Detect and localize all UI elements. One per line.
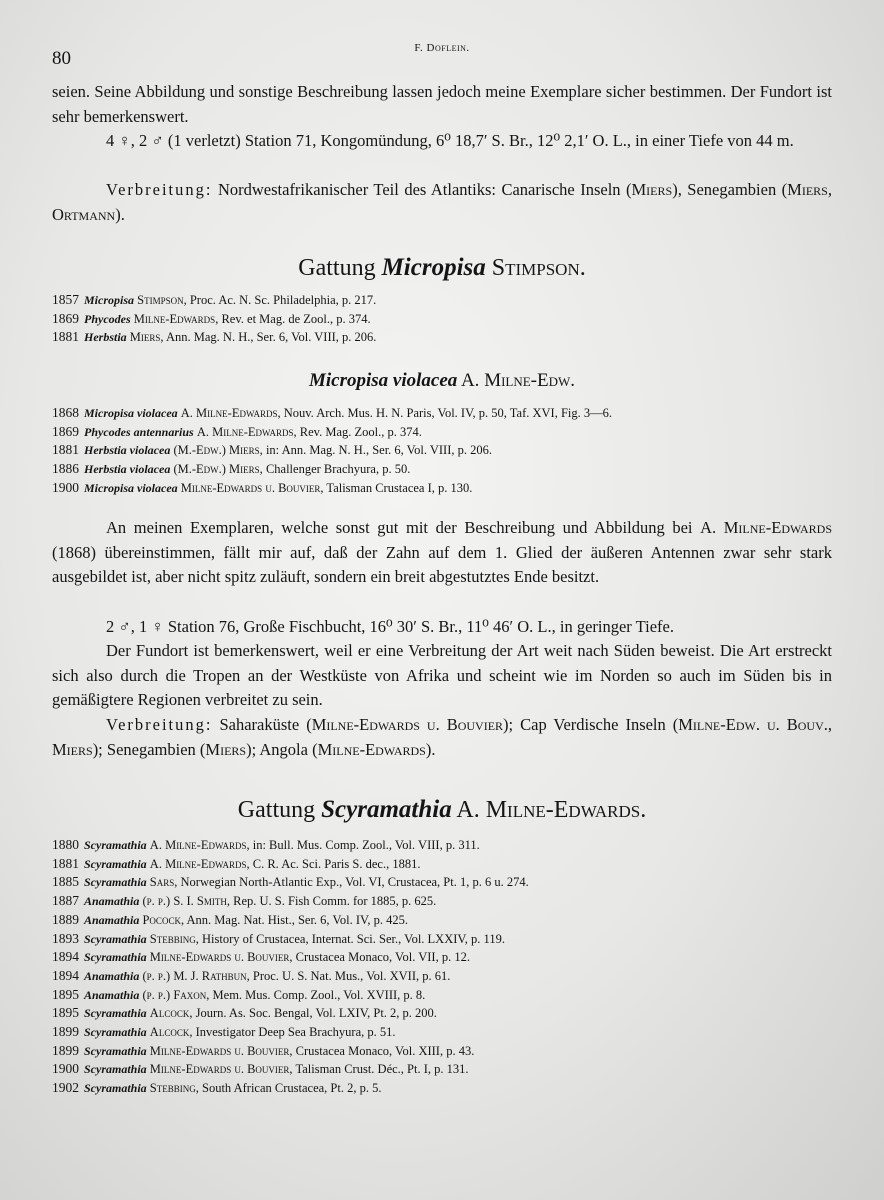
bib-taxon: Anamathia [84,987,140,1002]
bib-taxon: Scyramathia [84,1062,147,1077]
bib-year: 1900 [52,1061,79,1077]
distribution-text: ), Senegambien ( [672,180,788,199]
bib-year: 1886 [52,461,79,477]
bib-author: (p. p.) Faxon, [142,987,210,1002]
distribution-paragraph-2 [52,713,832,762]
species-heading-micropisa-violacea [0,370,884,392]
bib-year: 1869 [52,310,79,326]
bib-reference: Crustacea Monaco, Vol. XIII, p. 43. [292,1043,475,1058]
genus-author: Milne-Edwards. [485,797,647,823]
bib-author: Milne-Edwards u. Bouvier, [149,950,293,965]
bib-reference: Nouv. Arch. Mus. H. N. Paris, Vol. IV, p. 50, Taf. XVI, Fig. 3—6. [280,406,613,420]
bib-year: 1894 [52,949,79,965]
bib-year: 1869 [52,423,79,439]
distribution-author: Miers [205,739,247,759]
bib-reference: Investigator Deep Sea Brachyura, p. 51. [192,1025,396,1040]
bib-year: 1895 [52,1005,79,1021]
bib-author: Alcock, [149,1025,193,1040]
bib-author: Alcock, [149,1006,193,1021]
bib-author: Milne-Edwards, [133,311,219,326]
body-text: Der Fundort ist bemerkenswert, weil er eine Verbreitung der Art weit nach Süden beweist. Die Art erstreckt sich also durch die Tropen an der Westküste von Afrika und scheint wie im Norden so auch im Süden bis in gemäßigtere Regionen verbreitet zu sein. [52,641,832,709]
bib-author: Milne-Edwards u. Bouvier, [149,1043,293,1058]
station-record-76 [52,615,832,640]
bib-author: (M.-Edw.) Miers, [173,443,263,458]
bib-entry [52,479,852,498]
bib-entry [52,328,852,347]
bib-author: A. Milne-Edwards, [149,856,250,871]
bib-year: 1887 [52,893,79,909]
distribution-text: Nordwestafrikanischer Teil des Atlantiks: Canarische Inseln ( [212,180,632,199]
bib-reference: in: Ann. Mag. N. H., Ser. 6, Vol. VIII, p. 206. [262,443,492,458]
bib-reference: Proc. Ac. N. Sc. Philadelphia, p. 217. [186,293,377,307]
body-paragraph-fundort [52,639,832,713]
bib-reference: Norwegian North-Atlantic Exp., Vol. VI, Crustacea, Pt. 1, p. 6 u. 274. [177,875,529,890]
distribution-text: ); Senegambien ( [92,739,206,759]
bib-taxon: Scyramathia [84,838,147,852]
bib-year: 1881 [52,329,79,345]
station-record-71 [52,129,832,154]
genus-micropisa-synonymy [52,291,852,347]
species-synonymy [52,404,852,498]
bib-reference: Talisman Crust. Déc., Pt. I, p. 131. [292,1062,469,1077]
bib-author: (M.-Edw.) Miers, [173,462,263,477]
bib-entry [52,855,852,874]
distribution-text: ). [425,739,436,759]
bib-author: Milne-Edwards u. Bouvier, [180,480,324,495]
bib-reference: Rev. Mag. Zool., p. 374. [296,424,422,439]
bib-author: (p. p.) S. I. Smith, [142,894,231,909]
distribution-text: Saharaküste ( [212,715,312,734]
bib-reference: in: Bull. Mus. Comp. Zool., Vol. VIII, p. 311. [249,838,480,852]
bib-taxon: Phycodes [84,311,131,326]
bib-entry [52,836,852,855]
distribution-text: ); Cap Verdische Inseln ( [503,715,679,734]
genus-prefix: Gattung [237,797,322,823]
genus-name: Scyramathia [321,796,452,823]
bib-author: A. Milne-Edwards, [180,406,281,420]
bib-entry [52,873,852,892]
bib-year: 1895 [52,986,79,1002]
bib-taxon: Scyramathia [84,875,147,890]
bib-year: 1889 [52,911,79,927]
bib-reference: Ann. Mag. N. H., Ser. 6, Vol. VIII, p. 206. [163,330,377,345]
distribution-label: Verbreitung: [106,715,213,734]
body-text: (1868) übereinstimmen, fällt mir auf, daß der Zahn auf dem 1. Glied der äußeren Antennen zwar sehr stark ausgebildet ist, aber nicht spitz zuläuft, sondern ein breit abgestutztes Ende besitzt. [52,542,832,586]
bib-author: A. Milne-Edwards, [196,424,297,439]
bib-entry [52,460,852,479]
bib-author: Miers, [129,330,164,345]
bib-taxon: Scyramathia [84,1043,147,1058]
bib-taxon: Anamathia [84,968,140,983]
bib-taxon: Scyramathia [84,1081,147,1096]
genus-author: Stimpson. [491,255,586,281]
bib-taxon: Micropisa violacea [84,480,178,495]
bib-author: (p. p.) M. J. Rathbun, [142,968,250,983]
bib-reference: Journ. As. Soc. Bengal, Vol. LXIV, Pt. 2, p. 200. [192,1006,437,1021]
bib-entry [52,310,852,329]
body-author: A. Milne-Edwards [700,518,832,537]
bib-year: 1899 [52,1042,79,1058]
distribution-label: Verbreitung: [106,180,213,199]
species-author: A. [457,370,485,391]
bib-reference: Mem. Mus. Comp. Zool., Vol. XVIII, p. 8. [209,987,426,1002]
distribution-text: ). [115,204,125,224]
bib-entry [52,967,852,986]
distribution-author: Miers, Ortmann [52,180,832,224]
bib-year: 1899 [52,1024,79,1040]
distribution-author: Miers [631,180,673,199]
bib-entry [52,1060,852,1079]
bib-entry [52,423,852,442]
bib-taxon: Herbstia [84,330,127,345]
bib-author: Pocock, [142,912,185,927]
bib-entry [52,404,852,423]
genus-name: Micropisa [381,254,486,281]
species-author: Milne-Edw. [484,370,576,391]
running-head: F. Doflein. [414,42,470,54]
bib-taxon: Scyramathia [84,1025,147,1040]
bib-year: 1881 [52,442,79,458]
bib-entry [52,291,852,310]
bib-year: 1893 [52,930,79,946]
bib-entry [52,441,852,460]
bib-taxon: Scyramathia [84,856,147,871]
bib-reference: C. R. Ac. Sci. Paris S. dec., 1881. [249,856,421,871]
bib-reference: South African Crustacea, Pt. 2, p. 5. [198,1081,382,1096]
bib-entry [52,892,852,911]
bib-taxon: Scyramathia [84,1006,147,1021]
body-paragraph-antennae [52,516,832,590]
genus-prefix: Gattung [298,255,382,281]
bib-entry [52,1004,852,1023]
bib-reference: Proc. U. S. Nat. Mus., Vol. XVII, p. 61. [249,968,451,983]
page-number: 80 [52,48,71,69]
bib-entry [52,1023,852,1042]
distribution-paragraph-1 [52,178,832,227]
bib-year: 1902 [52,1080,79,1096]
genus-author: A. [451,797,486,823]
station-record-76-text: 2 ♂, 1 ♀ Station 76, Große Fischbucht, 16⁰ 30′ S. Br., 11⁰ 46′ O. L., in geringer Tiefe. [106,617,674,636]
bib-year: 1881 [52,855,79,871]
bib-year: 1880 [52,837,79,852]
bib-entry [52,948,852,967]
bib-reference: Talisman Crustacea I, p. 130. [323,480,473,495]
distribution-author: Milne-Edwards u. Bouvier [311,715,504,734]
bib-reference: Challenger Brachyura, p. 50. [262,462,411,477]
continuation-paragraph [52,80,832,129]
bib-entry [52,911,852,930]
body-text: An meinen Exemplaren, welche sonst gut mit der Beschreibung und Abbildung bei [106,518,701,537]
continuation-text: seien. Seine Abbildung und sonstige Beschreibung lassen jedoch meine Exemplare sicher bestimmen. Der Fundort ist sehr bemerkenswert. [52,82,832,126]
bib-author: Stimpson, [137,293,187,307]
bib-reference: History of Crustacea, Internat. Sci. Ser., Vol. LXXIV, p. 119. [198,931,505,946]
bib-entry [52,986,852,1005]
bib-entry [52,1042,852,1061]
bib-reference: Rep. U. S. Fish Comm. for 1885, p. 625. [230,894,437,909]
bib-year: 1868 [52,405,79,420]
station-record-71-text: 4 ♀, 2 ♂ (1 verletzt) Station 71, Kongomündung, 6⁰ 18,7′ S. Br., 12⁰ 2,1′ O. L., in einer Tiefe von 44 m. [106,131,794,150]
genus-heading-micropisa [0,254,884,282]
bib-author: Stebbing, [149,1081,199,1096]
bib-year: 1857 [52,292,79,307]
genus-heading-scyramathia [0,796,884,824]
bib-year: 1900 [52,479,79,495]
genus-scyramathia-synonymy [52,836,852,1098]
bib-taxon: Anamathia [84,912,140,927]
distribution-text: ); Angola ( [246,739,318,759]
bib-taxon: Micropisa violacea [84,406,178,420]
bib-entry [52,930,852,949]
bib-taxon: Scyramathia [84,950,147,965]
bib-author: Stebbing, [149,931,199,946]
bib-taxon: Anamathia [84,894,140,909]
bib-year: 1894 [52,967,79,983]
bib-reference: Crustacea Monaco, Vol. VII, p. 12. [292,950,470,965]
bib-author: Milne-Edwards u. Bouvier, [149,1062,293,1077]
bib-taxon: Scyramathia [84,931,147,946]
bib-author: A. Milne-Edwards, [149,838,250,852]
species-name: Micropisa violacea [308,370,458,391]
distribution-author: Milne-Edwards [317,739,426,759]
bib-taxon: Micropisa [84,293,135,307]
bib-year: 1885 [52,874,79,890]
bib-taxon: Phycodes antennarius [84,424,194,439]
bib-taxon: Herbstia violacea [84,443,171,458]
bib-taxon: Herbstia violacea [84,462,171,477]
bib-author: Sars, [149,875,178,890]
bib-entry [52,1079,852,1098]
distribution-author: Milne-Edw. u. Bouv., Miers [52,715,832,759]
bib-reference: Ann. Mag. Nat. Hist., Ser. 6, Vol. IV, p. 425. [184,912,409,927]
bib-reference: Rev. et Mag. de Zool., p. 374. [218,311,371,326]
